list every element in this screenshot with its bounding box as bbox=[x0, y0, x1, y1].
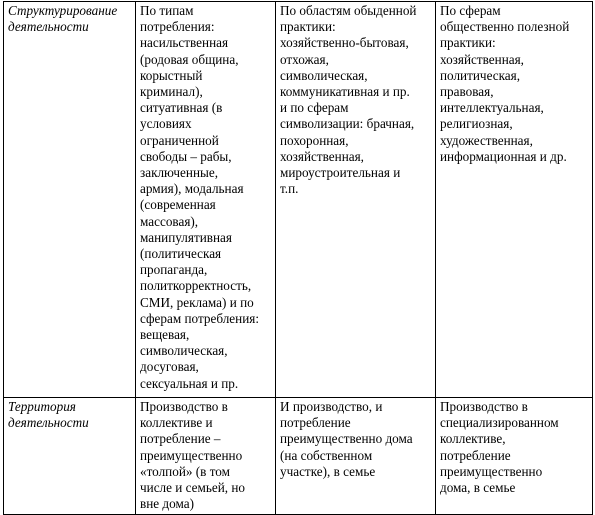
activity-comparison-table bbox=[3, 1, 593, 515]
cell-socially-useful-practice: По сферам общественно полезной практики: хозяйственная, политическая, правовая, интеллектуальная, религиозная, художественная, информационная и др. bbox=[436, 2, 593, 398]
row-header-territory: Территория деятельности bbox=[4, 398, 136, 515]
table-row-territory bbox=[4, 398, 593, 515]
cell-collective-production: Производство в коллективе и потребление – преимущественно «толпой» (в том числе и семьей, но вне дома) bbox=[136, 398, 276, 515]
cell-consumption-types: По типам потребления: насильственная (родовая община, корыстный криминал), ситуативная (в условиях ограниченной свободы – рабы, заключенные, армия), модальная (современная массовая), манипулятивная (политическая пропаганда, политкорректность, СМИ, реклама) и по сферам потребления: вещевая, символическая, досуговая, сексуальная и пр. bbox=[136, 2, 276, 398]
table-row-structuring bbox=[4, 2, 593, 398]
cell-specialized-production: Производство в специализированном коллективе, потребление преимущественно дома, в семье bbox=[436, 398, 593, 515]
cell-everyday-practice: По областям обыденной практики: хозяйственно-бытовая, отхожая, символическая, коммуникативная и пр. и по сферам символизации: брачная, похоронная, хозяйственная, мироустроительная и т.п. bbox=[276, 2, 436, 398]
cell-home-production: И производство, и потребление преимущественно дома (на собственном участке), в семье bbox=[276, 398, 436, 515]
row-header-structuring: Структурирование деятельности bbox=[4, 2, 136, 398]
